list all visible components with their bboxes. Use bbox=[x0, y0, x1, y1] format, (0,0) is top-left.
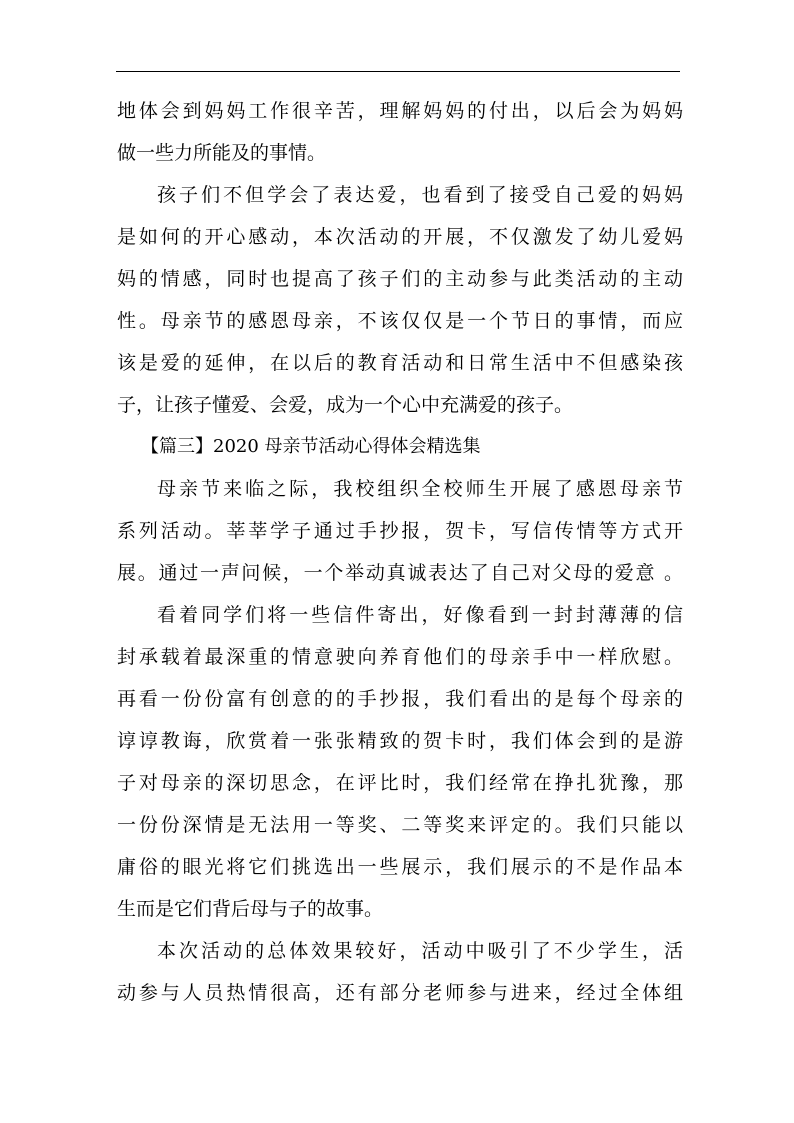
text-line: 系列活动。莘莘学子通过手抄报，贺卡，写信传情等方式开 bbox=[117, 520, 683, 542]
text-line: 再看一份份富有创意的的手抄报，我们看出的是每个母亲的 bbox=[117, 688, 683, 710]
text-line: 该是爱的延伸，在以后的教育活动和日常生活中不但感染孩 bbox=[117, 352, 683, 374]
document-body bbox=[117, 90, 683, 1014]
text-line: 一份份深情是无法用一等奖、二等奖来评定的。我们只能以 bbox=[117, 814, 683, 836]
text-line: 展。通过一声问候，一个举动真诚表达了自己对父母的爱意 。 bbox=[117, 562, 683, 584]
paragraph-first-line: 母亲节来临之际，我校组织全校师生开展了感恩母亲节 bbox=[157, 478, 683, 500]
text-line: 性。母亲节的感恩母亲，不该仅仅是一个节日的事情，而应 bbox=[117, 310, 683, 332]
text-line: 生而是它们背后母与子的故事。 bbox=[117, 898, 384, 920]
text-line: 封承载着最深重的情意驶向养育他们的母亲手中一样欣慰。 bbox=[117, 646, 683, 668]
text-line: 子，让孩子懂爱、会爱，成为一个心中充满爱的孩子。 bbox=[117, 394, 574, 416]
section-heading: 【篇三】2020 母亲节活动心得体会精选集 bbox=[141, 436, 481, 457]
header-rule bbox=[116, 71, 680, 72]
text-line: 是如何的开心感动，本次活动的开展，不仅激发了幼儿爱妈 bbox=[117, 226, 683, 248]
text-line: 做一些力所能及的事情。 bbox=[117, 142, 327, 164]
text-line: 谆谆教诲，欣赏着一张张精致的贺卡时，我们体会到的是游 bbox=[117, 730, 683, 752]
paragraph-first-line: 本次活动的总体效果较好，活动中吸引了不少学生，活 bbox=[157, 940, 683, 962]
paragraph-first-line: 孩子们不但学会了表达爱，也看到了接受自己爱的妈妈 bbox=[157, 184, 683, 206]
text-line: 地体会到妈妈工作很辛苦，理解妈妈的付出，以后会为妈妈 bbox=[117, 100, 683, 122]
text-line: 庸俗的眼光将它们挑选出一些展示，我们展示的不是作品本 bbox=[117, 856, 683, 878]
paragraph-first-line: 看着同学们将一些信件寄出，好像看到一封封薄薄的信 bbox=[157, 604, 683, 626]
text-line: 妈的情感，同时也提高了孩子们的主动参与此类活动的主动 bbox=[117, 268, 683, 290]
text-line: 动参与人员热情很高，还有部分老师参与进来，经过全体组 bbox=[117, 982, 683, 1004]
text-line: 子对母亲的深切思念，在评比时，我们经常在挣扎犹豫，那 bbox=[117, 772, 683, 794]
